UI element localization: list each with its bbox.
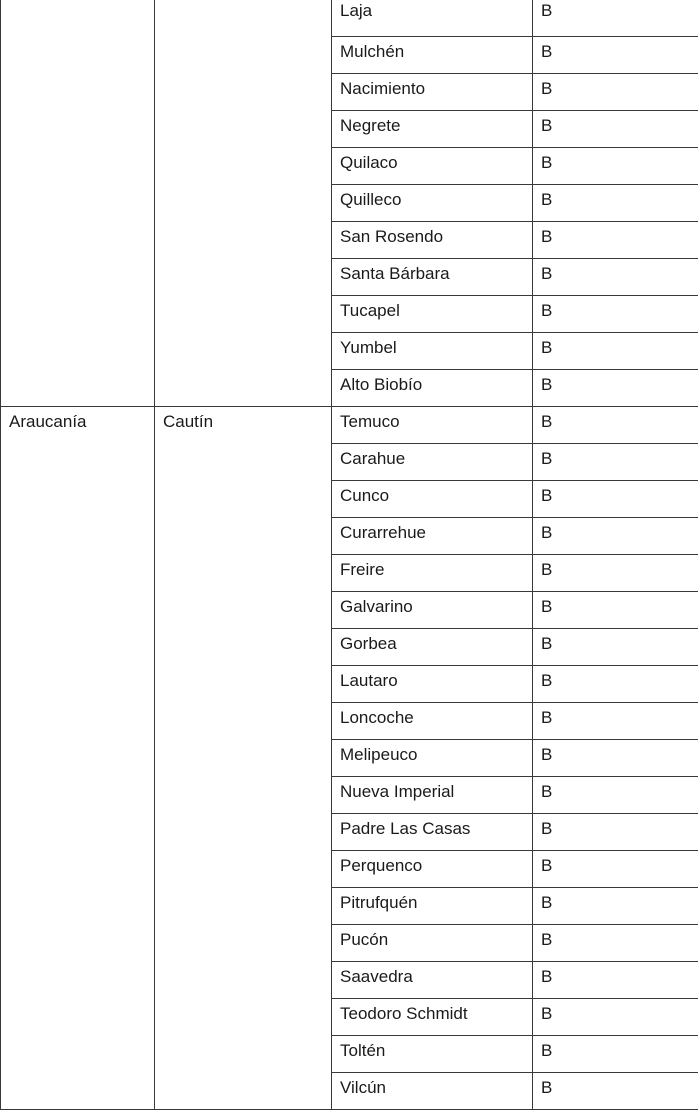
- comuna-cell: Galvarino: [332, 591, 533, 628]
- comuna-cell: Quilleco: [332, 184, 533, 221]
- comuna-cell: San Rosendo: [332, 221, 533, 258]
- zona-cell: B: [533, 443, 698, 480]
- comuna-cell: Nueva Imperial: [332, 776, 533, 813]
- provincia-cell: [155, 0, 332, 406]
- comuna-cell: Melipeuco: [332, 739, 533, 776]
- zona-cell: B: [533, 1035, 698, 1072]
- zona-cell: B: [533, 591, 698, 628]
- comuna-cell: Pitrufquén: [332, 887, 533, 924]
- comuna-cell: Cunco: [332, 480, 533, 517]
- region-cell: [1, 0, 155, 406]
- comuna-cell: Nacimiento: [332, 73, 533, 110]
- zona-cell: B: [533, 628, 698, 665]
- comuna-cell: Yumbel: [332, 332, 533, 369]
- comuna-cell: Pucón: [332, 924, 533, 961]
- comuna-cell: Saavedra: [332, 961, 533, 998]
- comuna-cell: Gorbea: [332, 628, 533, 665]
- zona-cell: B: [533, 665, 698, 702]
- zona-cell: B: [533, 147, 698, 184]
- zona-cell: B: [533, 739, 698, 776]
- comuna-cell: Teodoro Schmidt: [332, 998, 533, 1035]
- zona-cell: B: [533, 924, 698, 961]
- zona-cell: B: [533, 776, 698, 813]
- comuna-cell: Vilcún: [332, 1072, 533, 1109]
- zona-cell: B: [533, 221, 698, 258]
- zona-cell: B: [533, 406, 698, 443]
- zona-cell: B: [533, 813, 698, 850]
- zona-cell: B: [533, 480, 698, 517]
- zona-cell: B: [533, 554, 698, 591]
- comuna-cell: Lautaro: [332, 665, 533, 702]
- table-row: [1, 0, 698, 36]
- comuna-cell: Loncoche: [332, 702, 533, 739]
- zona-cell: B: [533, 702, 698, 739]
- zona-cell: B: [533, 369, 698, 406]
- comuna-cell: Padre Las Casas: [332, 813, 533, 850]
- table-row: [1, 406, 698, 443]
- comuna-cell: Temuco: [332, 406, 533, 443]
- zona-cell: B: [533, 110, 698, 147]
- zona-cell: B: [533, 332, 698, 369]
- zona-cell: B: [533, 517, 698, 554]
- comuna-cell: Tucapel: [332, 295, 533, 332]
- comuna-cell: Santa Bárbara: [332, 258, 533, 295]
- zona-cell: B: [533, 184, 698, 221]
- table-body: [1, 0, 698, 1109]
- comuna-cell: Curarrehue: [332, 517, 533, 554]
- provincia-cell: Cautín: [155, 406, 332, 1109]
- comuna-cell: Mulchén: [332, 36, 533, 73]
- comuna-cell: Negrete: [332, 110, 533, 147]
- zona-cell: B: [533, 258, 698, 295]
- comuna-cell: Freire: [332, 554, 533, 591]
- zona-cell: B: [533, 1072, 698, 1109]
- zona-cell: B: [533, 295, 698, 332]
- comuna-cell: Toltén: [332, 1035, 533, 1072]
- zona-cell: B: [533, 998, 698, 1035]
- comuna-cell: Quilaco: [332, 147, 533, 184]
- comuna-cell: Alto Biobío: [332, 369, 533, 406]
- zona-cell: B: [533, 0, 698, 36]
- zona-cell: B: [533, 73, 698, 110]
- zona-cell: B: [533, 850, 698, 887]
- zona-cell: B: [533, 961, 698, 998]
- comuna-cell: Laja: [332, 0, 533, 36]
- comuna-cell: Perquenco: [332, 850, 533, 887]
- comuna-cell: Carahue: [332, 443, 533, 480]
- zona-cell: B: [533, 887, 698, 924]
- region-cell: Araucanía: [1, 406, 155, 1109]
- zona-cell: B: [533, 36, 698, 73]
